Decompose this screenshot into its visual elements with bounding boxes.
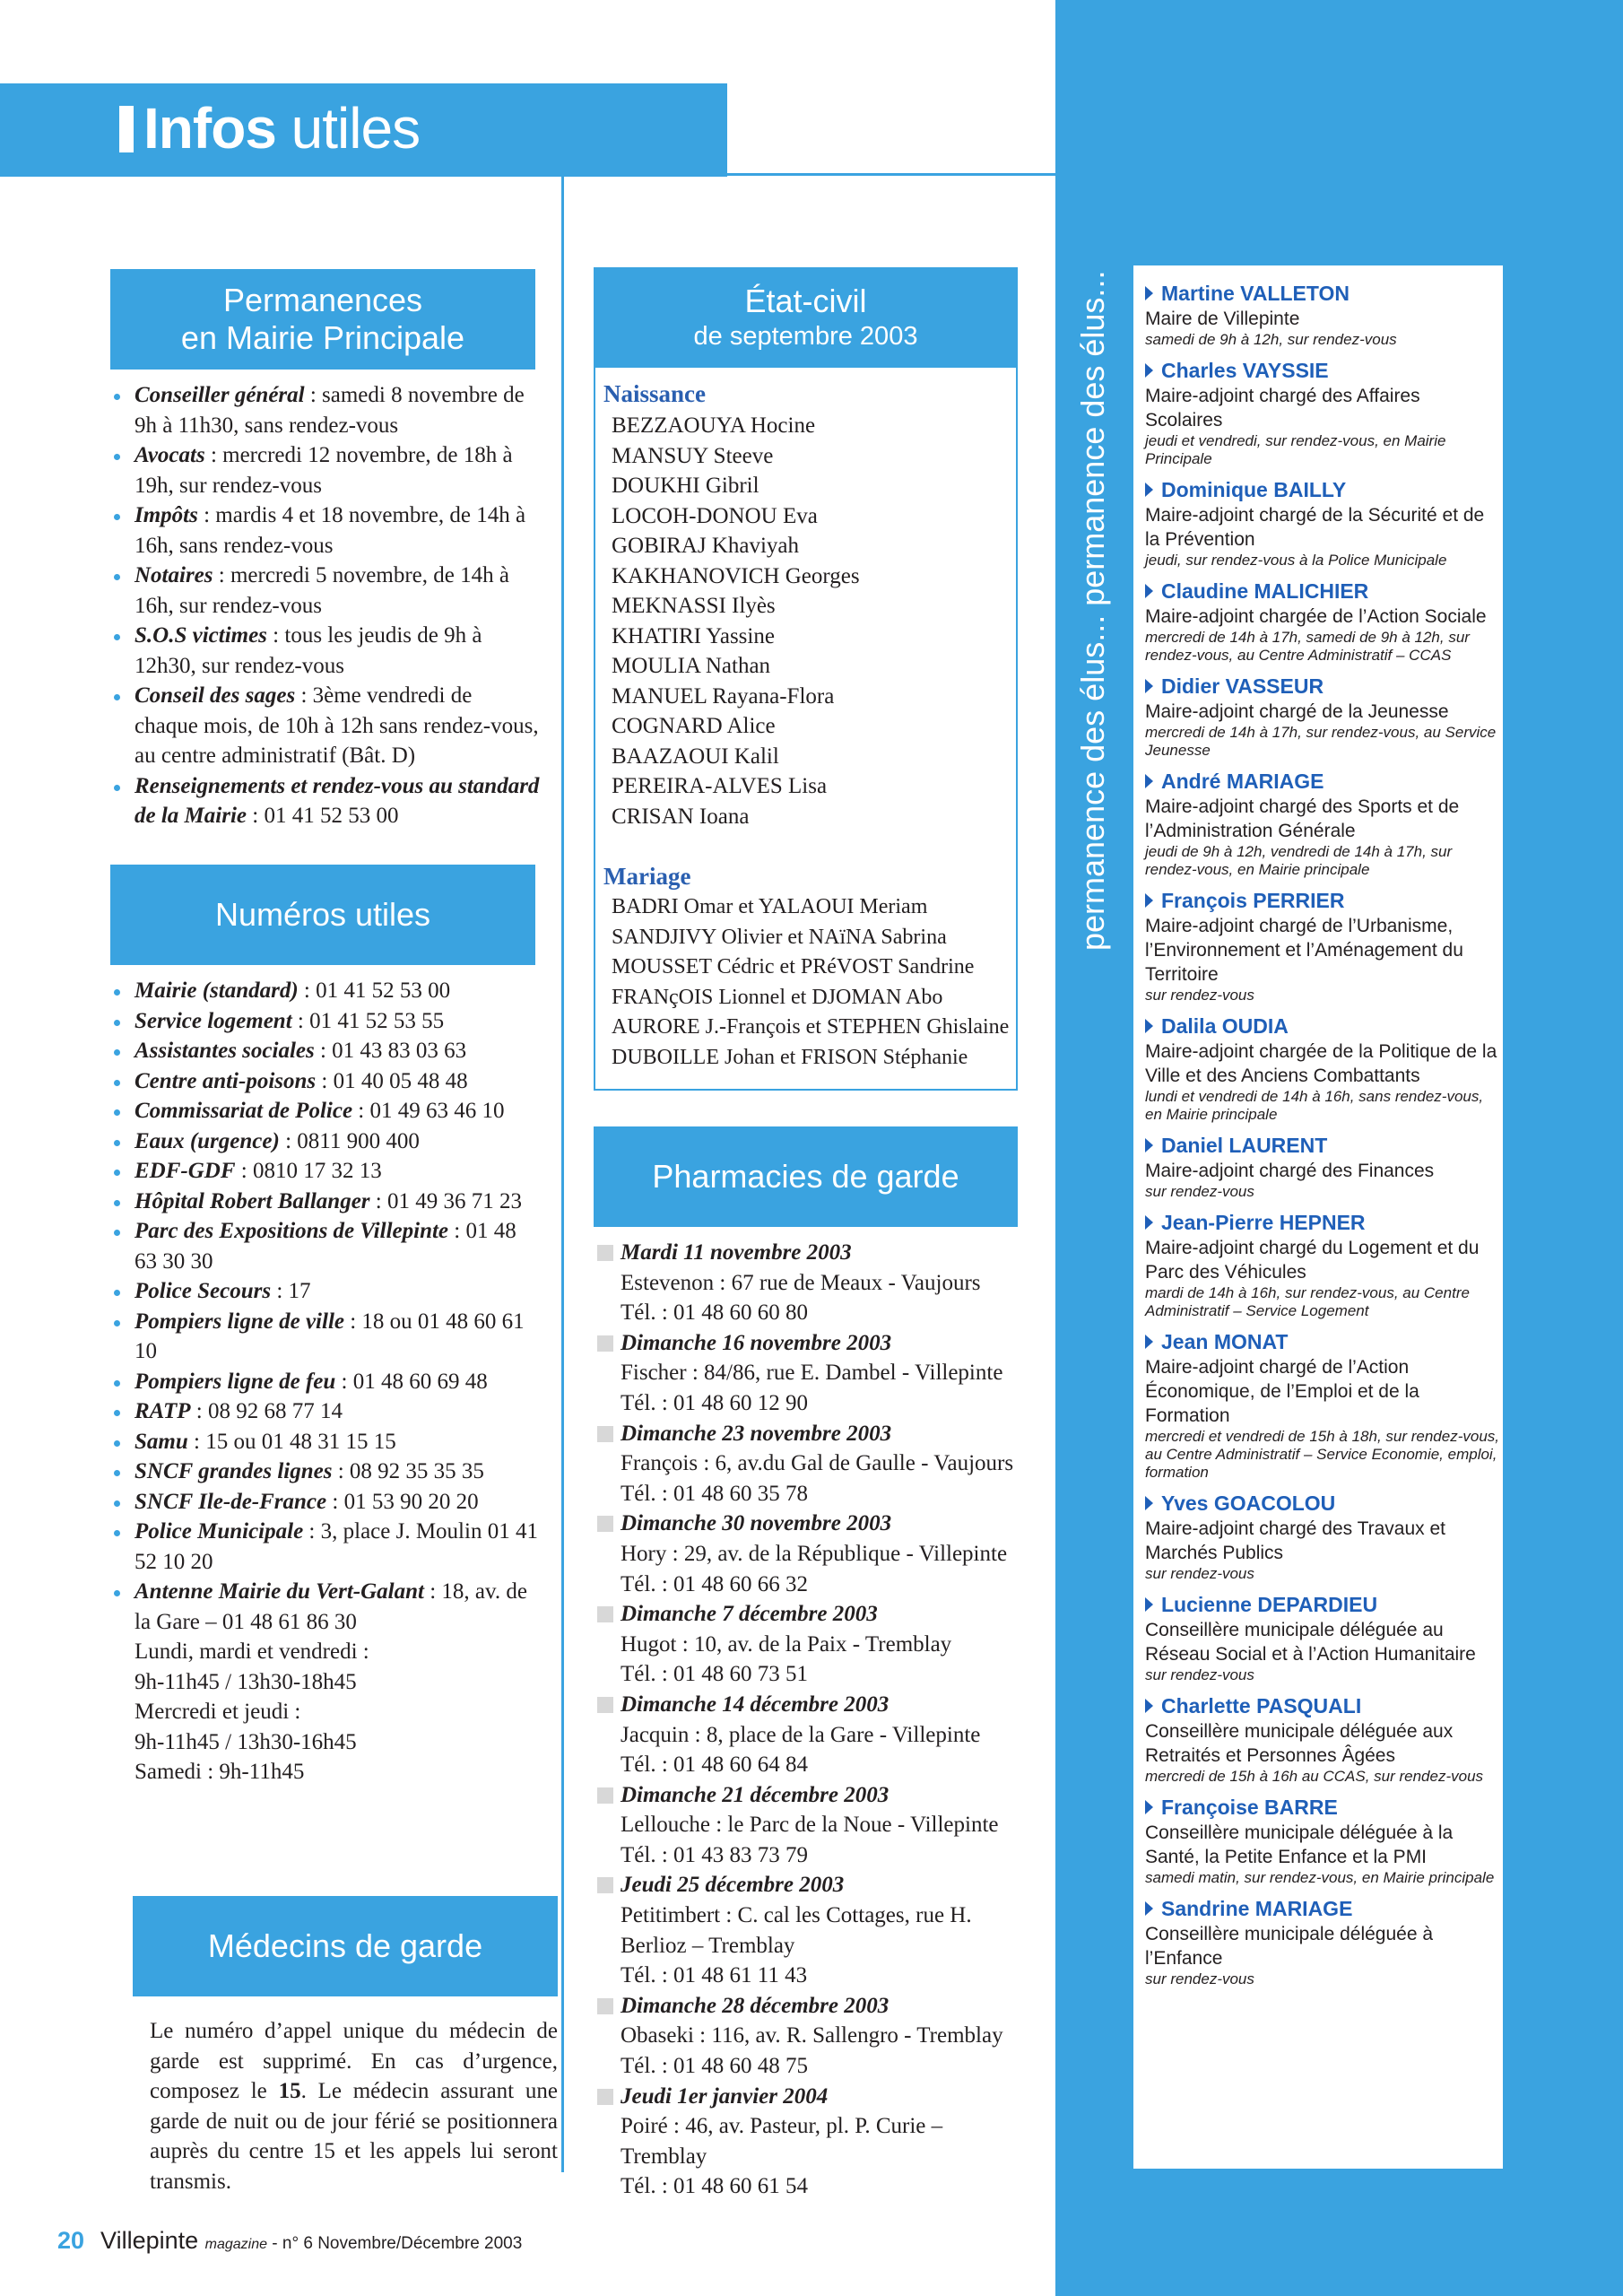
numero-text: : 01 48 60 69 48 (335, 1369, 488, 1394)
pharmacy-tel: Tél. : 01 48 61 11 43 (621, 1963, 808, 1988)
elu-item (1145, 1328, 1499, 1482)
pharmacies-heading (594, 1126, 1018, 1227)
permanence-text: : mardis 4 et 18 novembre, de 14h à 16h, sans rendez-vous (135, 503, 526, 558)
elu-name-row (1145, 1490, 1499, 1517)
pharmacy-address: Poiré : 46, av. Pasteur, pl. P. Curie – Tremblay (621, 2114, 943, 2169)
naissance-item: DOUKHI Gibril (612, 474, 759, 498)
elu-name-row (1145, 768, 1499, 795)
numero-item (111, 1367, 540, 1397)
medecins-text (150, 2016, 558, 2196)
elu-info: lundi et vendredi de 14h à 16h, sans rendez-vous, en Mairie principale (1145, 1088, 1484, 1123)
footer (57, 2222, 522, 2263)
elu-name: Didier VASSEUR (1161, 674, 1324, 698)
permanence-label: Notaires (135, 563, 213, 587)
permanence-item (111, 561, 540, 621)
permanences-title-1: Permanences (222, 282, 423, 318)
elu-info: samedi matin, sur rendez-vous, en Mairie principale (1145, 1869, 1495, 1886)
page-title (143, 88, 420, 169)
arrow-icon (1145, 1699, 1153, 1713)
elu-name: Yves GOACOLOU (1161, 1492, 1336, 1515)
permanence-text: : mercredi 5 novembre, de 14h à 16h, sur rendez-vous (135, 563, 509, 618)
medecins-number: 15 (278, 2079, 301, 2103)
numero-text: : 01 40 05 48 48 (316, 1068, 468, 1093)
pharmacy-address: Petitimbert : C. cal les Cottages, rue H. Berlioz – Tremblay (621, 1903, 972, 1958)
permanence-item (111, 771, 540, 831)
elu-item (1145, 280, 1499, 349)
pharmacy-address: Estevenon : 67 rue de Meaux - Vaujours (621, 1270, 981, 1295)
elu-info: jeudi de 9h à 12h, vendredi de 14h à 17h, sur rendez-vous, en Mairie principale (1145, 843, 1453, 878)
elu-role: Maire-adjoint chargé de l’Action Économique, de l’Emploi et de la Formation (1145, 1357, 1419, 1426)
elu-name: Dominique BAILLY (1161, 478, 1347, 501)
permanence-item (111, 681, 540, 771)
numeros-title: Numéros utiles (214, 896, 431, 933)
pharmacy-tel: Tél. : 01 48 60 12 90 (621, 1390, 809, 1415)
naissance-item: MANSUY Steeve (612, 443, 774, 468)
naissance-item: PEREIRA-ALVES Lisa (612, 774, 828, 798)
title-light: utiles (291, 96, 421, 161)
numero-text: : 0810 17 32 13 (235, 1159, 382, 1183)
arrow-icon (1145, 1138, 1153, 1152)
numero-text: : 0811 900 400 (279, 1128, 420, 1153)
numero-text: : 18 ou 01 48 60 61 10 (135, 1309, 525, 1363)
elu-role: Conseillère municipale déléguée à la Santé, la Petite Enfance et la PMI (1145, 1822, 1454, 1867)
numero-item (111, 1396, 540, 1427)
arrow-icon (1145, 1901, 1153, 1916)
elu-name-row (1145, 1328, 1499, 1355)
elu-name-row (1145, 1692, 1499, 1719)
pharmacy-tel: Tél. : 01 48 60 64 84 (621, 1752, 809, 1778)
elu-role: Maire-adjoint chargé de la Jeunesse (1145, 701, 1449, 722)
pharmacy-date: Dimanche 7 décembre 2003 (597, 1599, 1028, 1630)
arrow-icon (1145, 1215, 1153, 1230)
elu-role: Maire-adjoint chargée de la Politique de la Ville et des Anciens Combattants (1145, 1041, 1497, 1086)
naissance-item: BEZZAOUYA Hocine (612, 413, 816, 438)
pharmacy-address: Hugot : 10, av. de la Paix - Tremblay (621, 1631, 952, 1657)
pharmacy-entry (597, 1509, 1028, 1599)
naissance-item: MOULIA Nathan (612, 654, 771, 678)
pharmacy-entry (597, 1419, 1028, 1509)
mariage-item: AURORE J.-François et STEPHEN Ghislaine (612, 1015, 1010, 1039)
pharmacy-date: Jeudi 25 décembre 2003 (597, 1870, 1028, 1900)
pharmacy-entry (597, 1991, 1028, 2082)
mariage-item: BADRI Omar et YALAOUI Meriam (612, 895, 928, 918)
medecins-heading (133, 1896, 558, 1996)
magazine-name: Villepinte (100, 2227, 199, 2254)
numero-label: Eaux (urgence) (135, 1128, 280, 1153)
etat-civil-title-1: État-civil (744, 283, 867, 319)
pharmacy-entry (597, 1870, 1028, 1990)
elu-role: Maire-adjoint chargé des Affaires Scolaires (1145, 386, 1420, 430)
numero-text: : 01 41 52 53 55 (291, 1008, 445, 1033)
elu-item (1145, 476, 1499, 570)
antenne-hours-line: 9h-11h45 / 13h30-16h45 (135, 1729, 357, 1754)
pharmacies-title: Pharmacies de garde (652, 1158, 959, 1195)
elu-role: Conseillère municipale déléguée au Réseau Social et à l’Action Humanitaire (1145, 1620, 1476, 1665)
pharmacies-list (597, 1238, 1028, 2202)
numero-label: Police Secours (135, 1279, 272, 1303)
elu-info: mercredi de 15h à 16h au CCAS, sur rendez-vous (1145, 1768, 1484, 1785)
naissance-item: CRISAN Ioana (612, 804, 750, 829)
elu-info: jeudi, sur rendez-vous à la Police Municipale (1145, 552, 1447, 569)
elu-name: Lucienne DEPARDIEU (1161, 1593, 1378, 1616)
elu-item (1145, 887, 1499, 1004)
pharmacy-date: Dimanche 14 décembre 2003 (597, 1690, 1028, 1720)
numero-text: : 01 41 52 53 00 (298, 978, 451, 1003)
elu-name-row (1145, 1591, 1499, 1618)
numero-item (111, 1577, 540, 1637)
elu-item (1145, 768, 1499, 879)
pharmacy-date: Dimanche 30 novembre 2003 (597, 1509, 1028, 1539)
column-divider (561, 177, 564, 2172)
elu-name: Claudine MALICHIER (1161, 579, 1369, 603)
elu-name-row (1145, 1132, 1499, 1159)
elu-role: Conseillère municipale déléguée à l’Enfance (1145, 1924, 1434, 1969)
elu-name-row (1145, 280, 1499, 307)
numero-label: Samu (135, 1429, 188, 1454)
numero-label: Antenne Mairie du Vert-Galant (135, 1579, 424, 1604)
elu-item (1145, 1794, 1499, 1887)
naissance-item: LOCOH-DONOU Eva (612, 503, 818, 528)
pharmacy-tel: Tél. : 01 48 60 35 78 (621, 1481, 809, 1506)
elu-info: sur rendez-vous (1145, 1565, 1254, 1582)
pharmacy-tel: Tél. : 01 48 60 73 51 (621, 1662, 809, 1687)
naissance-item: BAAZAOUI Kalil (612, 744, 779, 769)
numero-item (111, 1036, 540, 1066)
arrow-icon (1145, 1019, 1153, 1033)
permanence-label: Renseignements et rendez-vous au standard de la Mairie (135, 773, 540, 828)
numero-label: Pompiers ligne de feu (135, 1369, 336, 1394)
permanence-item (111, 621, 540, 681)
elu-role: Maire de Villepinte (1145, 309, 1300, 329)
arrow-icon (1145, 1597, 1153, 1612)
elu-name: Françoise BARRE (1161, 1796, 1338, 1819)
arrow-icon (1145, 893, 1153, 908)
elu-name-row (1145, 578, 1499, 604)
numero-text: : 01 53 90 20 20 (326, 1489, 479, 1514)
numero-item (111, 1517, 540, 1577)
header-bar-icon (119, 106, 134, 152)
permanence-item (111, 380, 540, 440)
etat-civil-heading (594, 267, 1018, 368)
permanence-text: : tous les jeudis de 9h à 12h30, sur rendez-vous (135, 623, 482, 678)
pharmacy-entry (597, 2082, 1028, 2202)
numero-text: : 17 (271, 1279, 311, 1303)
permanence-text: : mercredi 12 novembre, de 18h à 19h, sur rendez-vous (135, 443, 513, 498)
naissance-item: KHATIRI Yassine (612, 623, 775, 648)
numero-text: : 3, place J. Moulin 01 41 52 10 20 (135, 1519, 538, 1574)
mariage-item: SANDJIVY Olivier et NAïNA Sabrina (612, 925, 947, 949)
elu-role: Maire-adjoint chargé de l’Urbanisme, l’Environnement et l’Aménagement du Territoire (1145, 916, 1463, 985)
numero-label: Pompiers ligne de ville (135, 1309, 344, 1334)
permanence-item (111, 440, 540, 500)
antenne-hours-line: 9h-11h45 / 13h30-18h45 (135, 1669, 357, 1694)
pharmacy-date: Jeudi 1er janvier 2004 (597, 2082, 1028, 2112)
elu-name: Daniel LAURENT (1161, 1134, 1328, 1157)
pharmacy-address: Jacquin : 8, place de la Gare - Villepinte (621, 1722, 981, 1747)
elu-name: Jean MONAT (1161, 1330, 1289, 1353)
permanence-label: Conseil des sages (135, 683, 296, 708)
elu-name: Martine VALLETON (1161, 282, 1350, 305)
numeros-heading (110, 865, 535, 965)
numero-label: RATP (135, 1399, 191, 1423)
elu-name-row (1145, 476, 1499, 503)
arrow-icon (1145, 584, 1153, 598)
elu-item (1145, 357, 1499, 468)
naissance-heading: Naissance (603, 380, 706, 407)
numero-item (111, 1487, 540, 1518)
elu-name: François PERRIER (1161, 889, 1345, 912)
mariage-item: FRANçOIS Lionnel et DJOMAN Abo (612, 985, 943, 1009)
naissance-list (612, 411, 1006, 831)
elu-name-row (1145, 1209, 1499, 1236)
page-number: 20 (57, 2227, 85, 2254)
etat-civil-title-2: de septembre 2003 (693, 322, 918, 351)
elu-role: Maire-adjoint chargé des Travaux et Marchés Publics (1145, 1518, 1446, 1563)
numero-text: : 01 43 83 03 63 (314, 1039, 467, 1063)
elu-item (1145, 1132, 1499, 1201)
numero-item (111, 1307, 540, 1367)
numero-label: Mairie (standard) (135, 978, 299, 1003)
pharmacy-address: François : 6, av.du Gal de Gaulle - Vaujours (621, 1451, 1014, 1476)
pharmacy-entry (597, 1780, 1028, 1871)
pharmacy-entry (597, 1599, 1028, 1690)
numero-item (111, 1066, 540, 1097)
pharmacy-address: Fischer : 84/86, rue E. Dambel - Villepinte (621, 1361, 1003, 1386)
elu-item (1145, 1895, 1499, 1988)
issue-info: - n° 6 Novembre/Décembre 2003 (267, 2234, 523, 2253)
top-rule (727, 173, 1056, 176)
elu-role: Maire-adjoint chargé des Sports et de l’Administration Générale (1145, 796, 1460, 841)
numero-label: Assistantes sociales (135, 1039, 315, 1063)
elu-info: sur rendez-vous (1145, 1183, 1254, 1200)
medecins-text-after: . Le médecin assurant une garde de nuit ou de jour férié se positionnera auprès du centre 15 et les appels lui seront transmis. (150, 2079, 558, 2194)
elu-item (1145, 1591, 1499, 1684)
elu-name-row (1145, 673, 1499, 700)
elu-info: jeudi et vendredi, sur rendez-vous, en Mairie Principale (1145, 432, 1446, 467)
elu-name: Sandrine MARIAGE (1161, 1897, 1353, 1920)
numero-text: : 15 ou 01 48 31 15 15 (187, 1429, 396, 1454)
numero-item (111, 1096, 540, 1126)
elu-name-row (1145, 1895, 1499, 1922)
naissance-item: MANUEL Rayana-Flora (612, 683, 835, 709)
elu-info: sur rendez-vous (1145, 987, 1254, 1004)
permanence-text: : samedi 8 novembre de 9h à 11h30, sans rendez-vous (135, 383, 525, 438)
elu-item (1145, 1013, 1499, 1124)
pharmacy-tel: Tél. : 01 43 83 73 79 (621, 1842, 809, 1867)
elu-name-row (1145, 1013, 1499, 1039)
elu-name: Jean-Pierre HEPNER (1161, 1211, 1366, 1234)
elu-role: Conseillère municipale déléguée aux Retraités et Personnes Âgées (1145, 1721, 1454, 1766)
elu-name: Charlette PASQUALI (1161, 1694, 1362, 1718)
pharmacy-date: Dimanche 21 décembre 2003 (597, 1780, 1028, 1811)
elu-item (1145, 1490, 1499, 1583)
elu-role: Maire-adjoint chargée de l’Action Sociale (1145, 606, 1487, 627)
numero-text: : 01 49 36 71 23 (369, 1188, 522, 1213)
numero-item (111, 976, 540, 1006)
title-bold: Infos (143, 96, 276, 161)
pharmacy-date: Mardi 11 novembre 2003 (597, 1238, 1028, 1268)
pharmacy-address: Lellouche : le Parc de la Noue - Villepinte (621, 1813, 999, 1838)
numero-item (111, 1126, 540, 1157)
naissance-item: KAKHANOVICH Georges (612, 563, 860, 588)
arrow-icon (1145, 363, 1153, 378)
permanence-label: Avocats (135, 443, 205, 467)
elu-item (1145, 673, 1499, 760)
arrow-icon (1145, 1800, 1153, 1814)
arrow-icon (1145, 774, 1153, 788)
elu-role: Maire-adjoint chargé du Logement et du Parc des Véhicules (1145, 1238, 1480, 1283)
elu-info: mercredi et vendredi de 15h à 18h, sur rendez-vous, au Centre Administratif – Service Economie, emploi, formation (1145, 1428, 1500, 1481)
numero-label: EDF-GDF (135, 1159, 236, 1183)
elus-list (1145, 280, 1499, 1996)
numero-item (111, 1427, 540, 1457)
numero-text: : 01 49 63 46 10 (352, 1099, 505, 1123)
permanence-item (111, 500, 540, 561)
numero-label: SNCF grandes lignes (135, 1459, 333, 1483)
antenne-hours-line: Samedi : 9h-11h45 (135, 1760, 305, 1784)
pharmacy-tel: Tél. : 01 48 60 61 54 (621, 2174, 809, 2199)
numero-item (111, 1216, 540, 1276)
numero-item (111, 1156, 540, 1187)
permanences-heading (110, 269, 535, 370)
elu-role: Maire-adjoint chargé des Finances (1145, 1161, 1435, 1181)
numero-label: SNCF Ile-de-France (135, 1489, 327, 1514)
elu-name-row (1145, 1794, 1499, 1821)
elu-info: mercredi de 14h à 17h, sur rendez-vous, au Service Jeunesse (1145, 724, 1497, 759)
pharmacy-address: Hory : 29, av. de la République - Villepinte (621, 1541, 1008, 1566)
elu-info: sur rendez-vous (1145, 1970, 1254, 1987)
medecins-text-before: Le numéro d’appel unique du médecin de garde est supprimé. En cas d’urgence, composez le (150, 2019, 558, 2103)
elu-item (1145, 1692, 1499, 1786)
arrow-icon (1145, 483, 1153, 497)
pharmacy-tel: Tél. : 01 48 60 48 75 (621, 2054, 809, 2079)
elu-name: Dalila OUDIA (1161, 1014, 1289, 1038)
elu-info: mercredi de 14h à 17h, samedi de 9h à 12h, sur rendez-vous, au Centre Administratif – CCAS (1145, 629, 1470, 664)
permanence-text: : 01 41 52 53 00 (247, 804, 399, 828)
pharmacy-tel: Tél. : 01 48 60 60 80 (621, 1300, 809, 1326)
numero-label: Centre anti-poisons (135, 1068, 317, 1093)
magazine-sub: magazine (204, 2237, 268, 2252)
naissance-item: GOBIRAJ Khaviyah (612, 534, 800, 558)
numero-label: Police Municipale (135, 1519, 304, 1544)
elu-item (1145, 578, 1499, 665)
permanence-label: S.O.S victimes (135, 623, 267, 648)
numero-text: : 08 92 68 77 14 (190, 1399, 343, 1423)
pharmacy-tel: Tél. : 01 48 60 66 32 (621, 1571, 809, 1596)
pharmacy-entry (597, 1328, 1028, 1419)
numero-label: Parc des Expositions de Villepinte (135, 1219, 449, 1243)
mariage-heading: Mariage (603, 863, 691, 890)
numero-item (111, 1276, 540, 1307)
naissance-item: COGNARD Alice (612, 714, 776, 738)
elu-info: samedi de 9h à 12h, sur rendez-vous (1145, 331, 1397, 348)
numero-text: : 18, av. de la Gare – 01 48 61 86 30 (135, 1579, 527, 1634)
pharmacy-entry (597, 1690, 1028, 1780)
permanence-text: : 3ème vendredi de chaque mois, de 10h à 12h sans rendez-vous, au centre administratif (Bât. D) (135, 683, 539, 768)
mariage-item: DUBOILLE Johan et FRISON Stéphanie (612, 1045, 968, 1069)
numero-label: Hôpital Robert Ballanger (135, 1188, 370, 1213)
numero-item (111, 1457, 540, 1487)
numero-item (111, 1006, 540, 1037)
arrow-icon (1145, 286, 1153, 300)
medecins-title: Médecins de garde (207, 1927, 483, 1964)
elu-info: mardi de 14h à 16h, sur rendez-vous, au Centre Administratif – Service Logement (1145, 1284, 1470, 1319)
antenne-hours-line: Lundi, mardi et vendredi : (135, 1639, 369, 1664)
numero-item (111, 1187, 540, 1217)
permanences-list (111, 380, 540, 831)
antenne-hours-line: Mercredi et jeudi : (135, 1700, 301, 1724)
mariage-item: MOUSSET Cédric et PRéVOST Sandrine (612, 955, 975, 978)
elus-vertical-title: permanence des élus... permanence des élus... (1074, 270, 1111, 951)
pharmacy-date: Dimanche 23 novembre 2003 (597, 1419, 1028, 1449)
numero-label: Commissariat de Police (135, 1099, 353, 1123)
naissance-item: MEKNASSI Ilyès (612, 594, 776, 618)
pharmacy-address: Obaseki : 116, av. R. Sallengro - Tremblay (621, 2023, 1003, 2048)
elu-name: André MARIAGE (1161, 770, 1324, 793)
numeros-list (111, 976, 540, 1787)
pharmacy-date: Dimanche 28 décembre 2003 (597, 1991, 1028, 2022)
elu-info: sur rendez-vous (1145, 1666, 1254, 1683)
mariage-list (612, 892, 1015, 1073)
permanence-label: Impôts (135, 503, 198, 527)
elu-name: Charles VAYSSIE (1161, 359, 1329, 382)
elu-name-row (1145, 887, 1499, 914)
pharmacy-entry (597, 1238, 1028, 1328)
numero-text: : 01 48 63 30 30 (135, 1219, 516, 1274)
arrow-icon (1145, 1496, 1153, 1510)
pharmacy-date: Dimanche 16 novembre 2003 (597, 1328, 1028, 1359)
numero-label: Service logement (135, 1008, 292, 1033)
elu-name-row (1145, 357, 1499, 384)
permanence-label: Conseiller général (135, 383, 305, 407)
permanences-title-2: en Mairie Principale (180, 319, 465, 356)
elu-role: Maire-adjoint chargé de la Sécurité et de la Prévention (1145, 505, 1485, 550)
numero-text: : 08 92 35 35 35 (332, 1459, 484, 1483)
arrow-icon (1145, 1335, 1153, 1349)
elu-item (1145, 1209, 1499, 1320)
arrow-icon (1145, 679, 1153, 693)
